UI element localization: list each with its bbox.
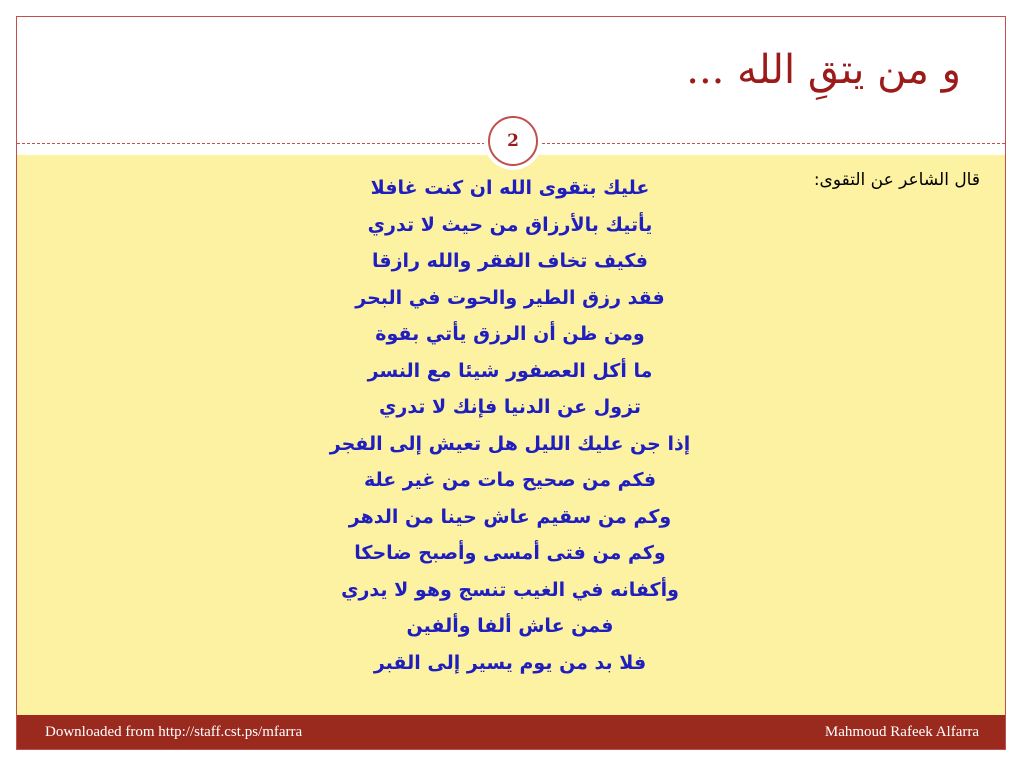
poem-line: يأتيك بالأرزاق من حيث لا تدري (367, 213, 653, 236)
poem-line: فكيف تخاف الفقر والله رازقا (372, 250, 648, 272)
poem-line: تزول عن الدنيا فإنك لا تدري (378, 396, 642, 418)
poem-line: فكم من صحيح مات من غير علة (363, 469, 657, 491)
intro-text: قال الشاعر عن التقوى: (813, 170, 980, 190)
poem-line: فقد رزق الطير والحوت في البحر (355, 286, 665, 309)
poem-line: ومن ظن أن الرزق يأتي بقوة (375, 323, 645, 345)
footer-author-text: Mahmoud Rafeek Alfarra (824, 724, 979, 740)
poem-line: إذا جن عليك الليل هل تعيش إلى الفجر (329, 432, 691, 455)
footer-bar (17, 715, 1005, 749)
poem-line: فمن عاش ألفا وألفين (406, 615, 614, 637)
slide-title: و من يتقِ الله ... (686, 47, 961, 93)
footer-source-text: Downloaded from http://staff.cst.ps/mfarra (45, 724, 303, 740)
poem-line: عليك بتقوى الله ان كنت غافلا (370, 177, 650, 199)
poem-line: ما أكل العصفور شيئا مع النسر (367, 359, 653, 382)
poem-line: وكم من سقيم عاش حينا من الدهر (348, 505, 672, 528)
poem-line: وأكفانه في الغيب تنسج وهو لا يدري (341, 578, 679, 601)
page-number-badge: 2 (488, 116, 538, 166)
poem-line: وكم من فتى أمسى وأصبح ضاحكا (354, 542, 666, 564)
poem-line: فلا بد من يوم يسير إلى القبر (373, 651, 647, 674)
poem-list (250, 170, 770, 681)
